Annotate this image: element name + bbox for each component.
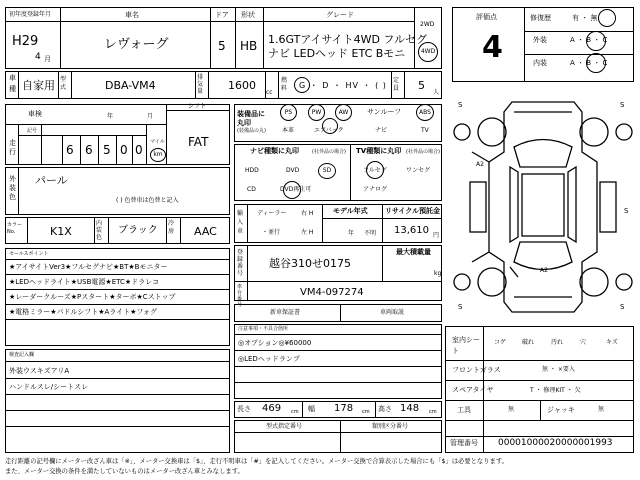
max-load-label: 最大積載量 xyxy=(396,248,431,256)
seat-item: 汚れ xyxy=(551,339,564,346)
interior-selected-circle xyxy=(586,53,606,73)
chassis-label: 車台番号 xyxy=(237,284,243,308)
spare-tire-label: スペアタイヤ xyxy=(452,386,494,394)
nav-type-note: (社外品の場合) xyxy=(312,149,346,155)
mileage-unit-mile: マイル xyxy=(150,139,165,145)
mileage-digit: 6 xyxy=(66,143,74,157)
tools-value: 無 xyxy=(508,406,515,413)
tv-type-label: TV種類に丸印 xyxy=(356,147,402,155)
inspection-month-label: 月 xyxy=(147,113,154,120)
seat-item: 穴 xyxy=(580,339,587,346)
steering-right: 右 H xyxy=(301,210,314,217)
length-value: 469 xyxy=(262,403,282,414)
interior-color-label: 内装色 xyxy=(96,220,103,241)
diagram-mark-s: S xyxy=(458,101,463,109)
nav-dvd-play-circle xyxy=(283,181,301,199)
equip-aw: AW xyxy=(335,104,352,121)
nav-dvd: DVD xyxy=(286,167,300,174)
diagram-mark-a2: A2 xyxy=(540,267,548,274)
equip-airbag-circle xyxy=(322,118,338,134)
ac-label: 冷房 xyxy=(168,220,175,235)
displacement-label: 排気量 xyxy=(197,74,204,95)
capacity-label: 定員 xyxy=(393,77,400,92)
nav-hdd: HDD xyxy=(245,167,259,174)
nav-type-label: ナビ種類に丸印 xyxy=(250,147,299,155)
sales-point-line: ★LEDヘッドライト★USB電源★ETC★ドラレコ xyxy=(9,278,160,286)
model-year-label: モデル年式 xyxy=(333,207,368,215)
usage-label-1: 車 xyxy=(9,74,16,82)
sales-points-label: セールスポイント xyxy=(9,251,49,257)
doors-label: ドア xyxy=(215,11,229,19)
exterior-color-label: 外装色 xyxy=(9,175,16,201)
usage-label-2: 種 xyxy=(9,85,16,93)
inspection-year-label: 年 xyxy=(107,113,114,120)
nav-cd: CD xyxy=(247,186,256,193)
displacement-unit: cc xyxy=(266,89,273,96)
mileage-label: 走行 xyxy=(9,139,16,156)
inspector-block xyxy=(5,349,230,453)
chassis-value: VM4-097274 xyxy=(300,287,364,298)
recycle-label: リサイクル預託金 xyxy=(385,207,441,215)
footer-note-2: また、メーター交換の条件を満たしていないものはメーター改ざん車とみなします。 xyxy=(5,468,244,475)
exterior-color-value: パール xyxy=(35,174,68,187)
footer-note-1: 走行距離の記号欄にメーター改ざん車は「※」、メーター交換車は「$」、走行不明車は「#」を記入してください。メーター交換で合算表示した場合にも「$」は必要となります。 xyxy=(5,458,508,465)
equipment-label: 装備品に丸印 xyxy=(237,110,265,127)
equip-navi: ナビ xyxy=(375,127,388,134)
mileage-digit: 0 xyxy=(135,143,143,157)
body-value: HB xyxy=(240,39,258,53)
first-reg-month-unit: 月 xyxy=(44,55,51,63)
tv-fullseg: フルセグ xyxy=(363,167,387,174)
car-damage-diagram xyxy=(452,92,634,322)
color-change-note: ( ) 色替車は色替と記入 xyxy=(116,197,179,204)
length-label: 長さ xyxy=(237,405,251,413)
tv-fullseg-circle xyxy=(366,161,384,179)
max-load-unit: kg xyxy=(434,270,442,277)
first-reg-month: 4 xyxy=(35,52,41,62)
drive-4wd-selected: 4WD xyxy=(418,42,438,62)
tools-label: 工具 xyxy=(457,406,471,414)
mileage-digit: 5 xyxy=(103,143,111,157)
color-code-label: カラーNo. xyxy=(7,222,23,235)
first-reg-era: H29 xyxy=(12,34,39,49)
tv-analog: アナログ xyxy=(363,186,388,193)
score-label: 評価点 xyxy=(476,13,497,21)
tv-type-note: (社外品の場合) xyxy=(406,149,440,155)
width-label: 幅 xyxy=(308,405,315,413)
jack-value: 無 xyxy=(598,406,605,413)
notes-label: 注意事項・不具合箇所 xyxy=(238,326,289,332)
plate-label: 登録番号 xyxy=(237,249,244,277)
car-manual: 車両取説 xyxy=(380,309,405,316)
mileage-digit: 6 xyxy=(85,143,93,157)
import-parallel: ・並行 xyxy=(262,229,281,236)
ac-value: AAC xyxy=(194,225,217,238)
exterior-label: 外装 xyxy=(533,36,547,44)
capacity-value: 5 xyxy=(418,79,425,92)
body-label: 形状 xyxy=(241,11,255,19)
equipment-sub-label: (装備品の丸) xyxy=(237,128,266,134)
type-number-label: 型式指定番号 xyxy=(266,423,303,430)
inspector-line: ハンドルスレ/シートスレ xyxy=(9,383,89,391)
doors-value: 5 xyxy=(218,39,226,53)
nav-sd-selected: SD xyxy=(318,163,336,179)
usage-value: 自家用 xyxy=(22,79,55,92)
height-value: 148 xyxy=(400,403,420,414)
plate-value: 越谷310せ0175 xyxy=(269,257,351,270)
equip-ps: PS xyxy=(280,104,297,121)
shift-value: FAT xyxy=(188,135,209,149)
fuel-label: 燃料 xyxy=(281,77,288,92)
sales-point-line: ★電格ミラー★パドルシフト★Aライト★フォグ xyxy=(9,308,158,316)
mileage-digits-label: 記号 xyxy=(27,128,38,134)
jack-label: ジャッキ xyxy=(547,406,575,414)
first-reg-label: 初年度登録年月 xyxy=(9,11,52,18)
seat-item: コゲ xyxy=(494,339,507,346)
capacity-unit: 人 xyxy=(433,89,440,96)
grade-line-1: 1.6GTアイサイト4WD フルセグ xyxy=(268,33,427,46)
new-car-warranty: 新車保証書 xyxy=(270,309,301,316)
management-number-label: 管理番号 xyxy=(450,439,478,447)
diagram-mark-s: S xyxy=(458,303,463,311)
interior-color-value: ブラック xyxy=(118,225,158,236)
equip-leather: 本革 xyxy=(282,127,295,134)
notes-line: ◎オプション◎¥60000 xyxy=(238,339,312,347)
model-label: 型式 xyxy=(60,76,67,91)
inspection-label: 車検 xyxy=(28,110,42,118)
grade-line-2: ナビ LEDヘッド ETC Bモニ xyxy=(268,47,406,60)
recycle-unit: 円 xyxy=(433,232,440,239)
steering-left: 左 H xyxy=(301,229,314,236)
height-label: 高さ xyxy=(378,405,392,413)
diagram-mark-s: S xyxy=(620,303,625,311)
windshield-label: フロントガラス xyxy=(452,366,501,374)
height-unit: cm xyxy=(429,409,437,415)
recycle-value: 13,610 xyxy=(394,225,429,236)
color-code-value: K1X xyxy=(50,225,72,238)
fuel-selected-circle xyxy=(294,77,310,93)
car-name-label: 車名 xyxy=(125,11,139,19)
sales-point-line: ★レーダークルーズ★Pスタート★ターボ★Cストップ xyxy=(9,293,176,301)
equip-pw: PW xyxy=(308,104,325,121)
import-dealer: ディーラー xyxy=(257,210,287,217)
repair-options: 有 ・ 無 xyxy=(572,14,598,22)
seat-item: キズ xyxy=(606,339,618,346)
car-name: レヴォーグ xyxy=(104,37,169,52)
drive-2wd: 2WD xyxy=(420,21,435,28)
seat-item: 破れ xyxy=(522,339,535,346)
model-value: DBA-VM4 xyxy=(105,79,156,92)
diagram-mark-s: S xyxy=(620,101,625,109)
management-number-value: 00001000020000001993 xyxy=(498,438,613,448)
grade-label: グレード xyxy=(326,11,354,19)
spare-tire-value: T ・ 修理KIT ・ 欠 xyxy=(530,387,581,394)
equip-sunroof: サンルーフ xyxy=(367,108,402,116)
repair-selected-circle xyxy=(598,9,616,27)
equip-airbag: エアバック xyxy=(314,127,344,134)
length-unit: cm xyxy=(291,409,299,415)
sales-point-line: ★アイサイトVer3★フルセグナビ★BT★Bモニター xyxy=(9,263,168,271)
exterior-selected-circle xyxy=(586,31,606,51)
equip-abs: ABS xyxy=(416,104,434,121)
width-value: 178 xyxy=(334,403,354,414)
car-outline-icon xyxy=(452,92,634,322)
displacement-value: 1600 xyxy=(228,79,256,92)
interior-options: A ・ B ・ C xyxy=(570,59,608,67)
diagram-mark-a2: A2 xyxy=(476,161,484,168)
documents-row xyxy=(234,304,442,322)
model-year-unknown: 不明 xyxy=(364,230,377,237)
exterior-options: A ・ B ・ C xyxy=(570,36,608,44)
seat-label: 室内シート xyxy=(452,336,480,355)
tv-oneseg: ワンセグ xyxy=(406,167,431,174)
score-value: 4 xyxy=(482,30,503,65)
width-unit: cm xyxy=(362,409,370,415)
inspector-line: 外装ウスキズアリA xyxy=(9,367,70,375)
inspector-label: 検査記入欄 xyxy=(9,352,35,358)
model-year-unit: 年 xyxy=(348,230,355,237)
windshield-value: 無 ・ ×要入 xyxy=(542,366,575,373)
class-number-label: 類別区分番号 xyxy=(372,423,409,430)
mileage-unit-km-selected: km xyxy=(150,148,166,162)
import-label: 輸入車 xyxy=(237,210,244,235)
fuel-options: G ・ D ・ HV ・ ( ) xyxy=(299,81,387,90)
equip-tv: TV xyxy=(421,127,429,134)
diagram-mark-s: S xyxy=(624,207,629,215)
shift-label: シフト xyxy=(188,103,207,110)
interior-label: 内装 xyxy=(533,59,547,67)
notes-line: ◎LEDヘッドランプ xyxy=(238,355,300,363)
repair-label: 修復歴 xyxy=(530,14,551,22)
nav-dvd-play: DVD再生可 xyxy=(280,186,312,193)
mileage-digit: 0 xyxy=(120,143,128,157)
